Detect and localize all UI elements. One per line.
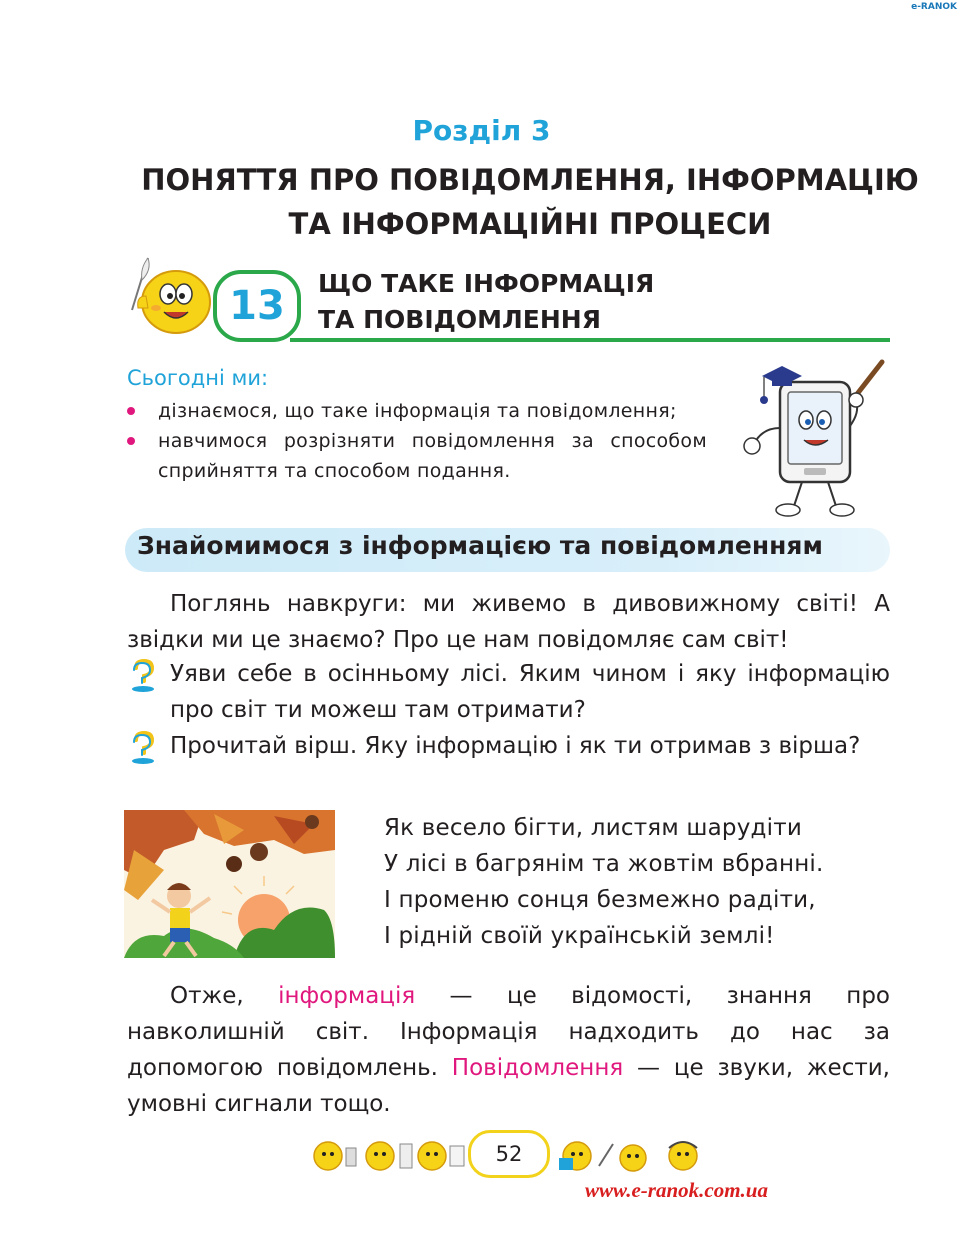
poem-line: У лісі в багрянім та жовтім вбранні.: [384, 851, 824, 877]
footer-mascots-right-icon: [555, 1136, 705, 1176]
question-1: Уяви себе в осінньому лісі. Яким чином і яку інформацію про світ ти можеш там отримати?: [170, 661, 890, 723]
footer-mascots-left-icon: [308, 1136, 468, 1176]
term-information: інформація: [278, 983, 416, 1009]
banner-title: Знайомимося з інформацією та повідомленням: [137, 531, 823, 560]
intro-paragraph: [127, 586, 890, 658]
definition-paragraph: [127, 978, 890, 1122]
intro-paragraph-text: Поглянь навкруги: ми живемо в дивовижному світі! А звідки ми це знаємо? Про це нам повідомляє сам світ!: [127, 591, 890, 653]
term-message: Повідомлення: [451, 1055, 624, 1081]
footer-url[interactable]: www.e-ranok.com.ua: [585, 1178, 768, 1202]
lesson-number: 13: [213, 270, 301, 342]
section-title: [130, 158, 930, 246]
mascot-writer-icon: [118, 250, 218, 340]
definition-text-2: — це відомості, знання про навколишній світ. Інформація надходить до нас за допомогою повідомлень.: [127, 983, 890, 1081]
lesson-title-line1: ЩО ТАКЕ ІНФОРМАЦІЯ: [318, 269, 655, 298]
definition-text-3: — це звуки, жести, умовні сигнали тощо.: [127, 1055, 890, 1117]
list-item-text: дізнаємося, що таке інформація та повідомлення;: [158, 400, 677, 422]
poem-line: І променю сонця безмежно радіти,: [384, 887, 816, 913]
question-icon: [128, 658, 158, 694]
lesson-title: [318, 266, 654, 338]
today-list: [127, 396, 707, 486]
poem: [384, 810, 824, 954]
tablet-teacher-illustration: [732, 358, 892, 520]
page-number: 52: [468, 1130, 550, 1178]
list-item: [127, 426, 707, 486]
question-icon: [128, 730, 158, 766]
lesson-title-line2: ТА ПОВІДОМЛЕННЯ: [318, 305, 601, 334]
autumn-forest-illustration: [124, 810, 335, 958]
bullet-icon: [127, 407, 135, 415]
publisher-logo: e-RANOK: [911, 2, 957, 12]
today-heading: Сьогодні ми:: [127, 366, 269, 390]
lesson-underline: [290, 338, 890, 342]
section-title-line1: ПОНЯТТЯ ПРО ПОВІДОМЛЕННЯ, ІНФОРМАЦІЮ: [141, 163, 919, 197]
question-2: Прочитай вірш. Яку інформацію і як ти отримав з вірша?: [170, 733, 861, 759]
section-label: Розділ 3: [412, 114, 551, 147]
list-item: [127, 396, 707, 426]
list-item-text: навчимося розрізняти повідомлення за способом сприйняття та способом подання.: [158, 430, 707, 482]
poem-line: Як весело бігти, листям шарудіти: [384, 815, 802, 841]
section-title-line2: ТА ІНФОРМАЦІЙНІ ПРОЦЕСИ: [288, 207, 772, 241]
poem-line: І рідній своїй українській землі!: [384, 923, 775, 949]
definition-text-1: Отже,: [170, 983, 279, 1009]
bullet-icon: [127, 437, 135, 445]
